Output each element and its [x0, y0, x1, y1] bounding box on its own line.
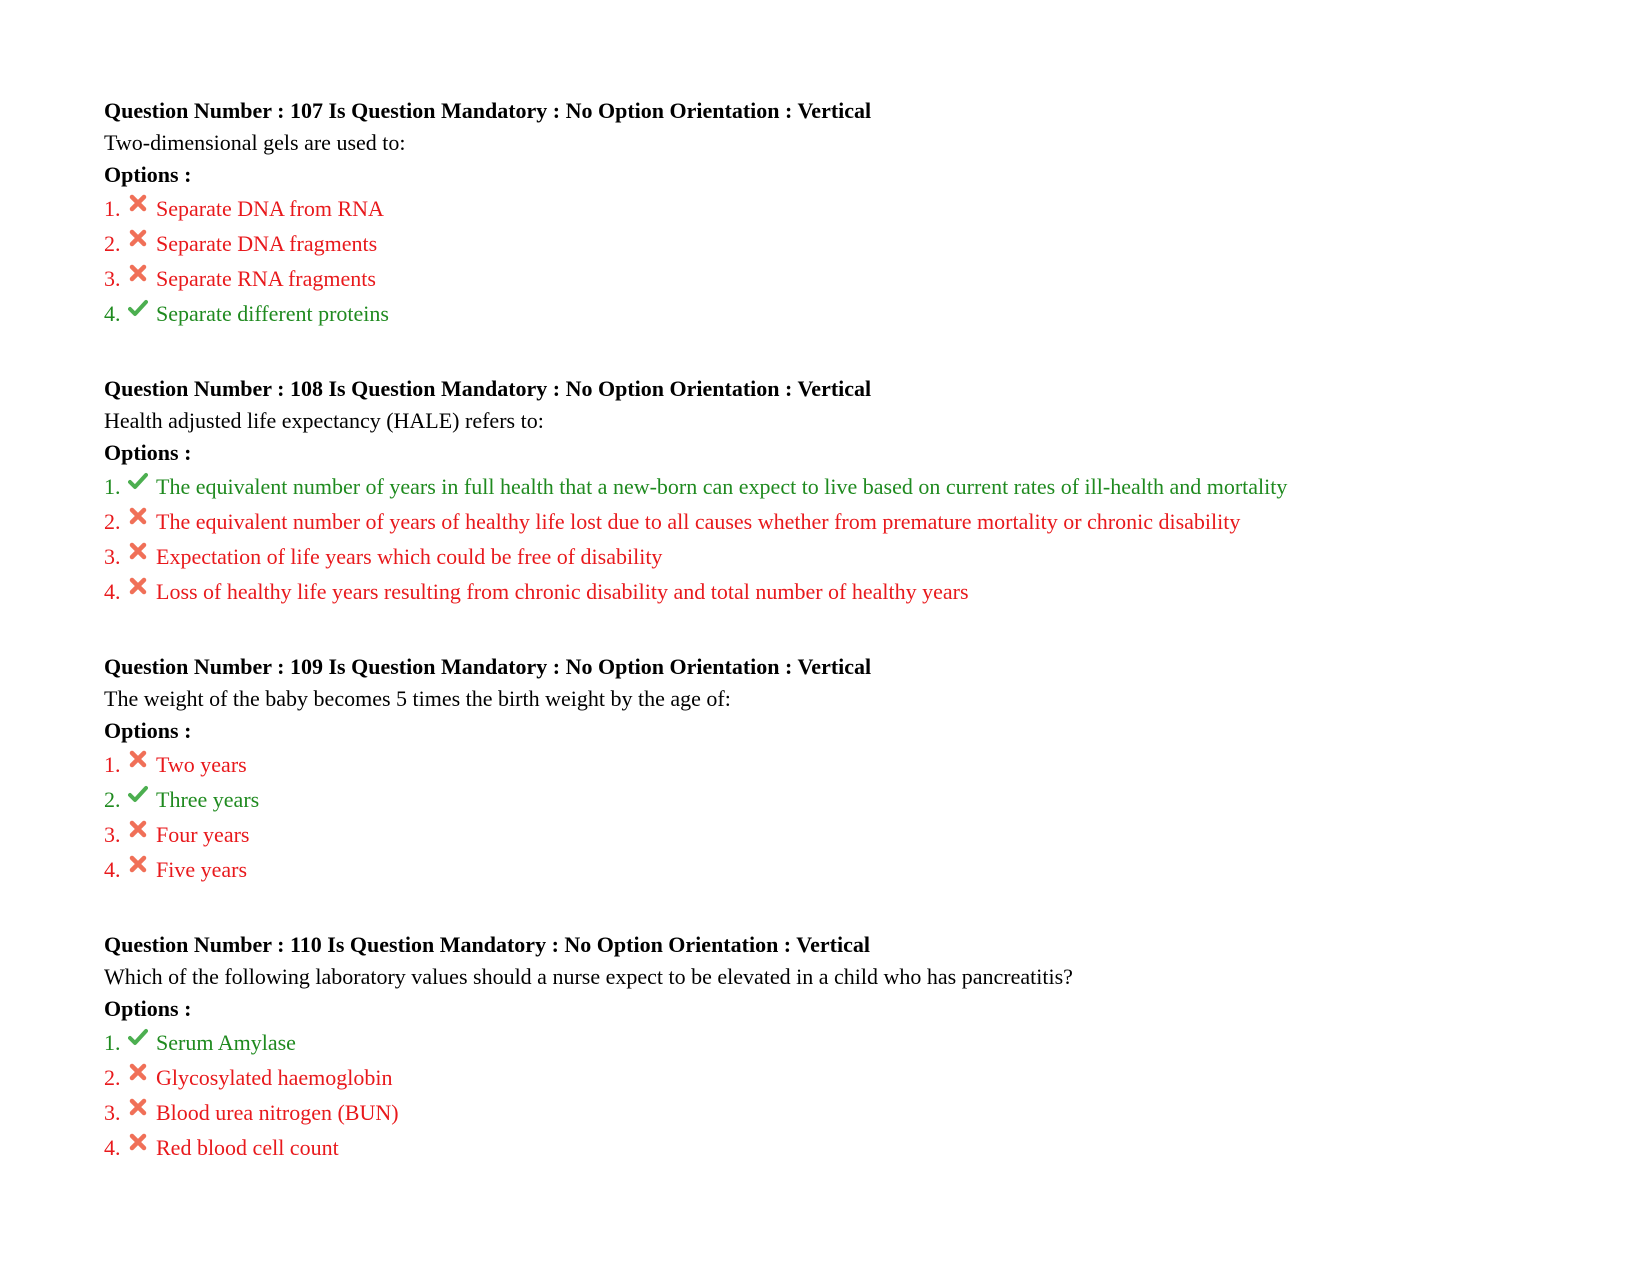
option-number: 1. [104, 752, 121, 777]
option-text: Serum Amylase [156, 1030, 296, 1055]
cross-icon [128, 576, 148, 596]
question-block [104, 651, 1604, 887]
cross-icon [128, 263, 148, 283]
option-item [104, 1130, 1604, 1165]
cross-icon [128, 749, 148, 769]
option-number: 2. [104, 509, 121, 534]
option-item [104, 782, 1604, 817]
options-list [104, 1025, 1604, 1165]
option-item [104, 1025, 1604, 1060]
option-text: Four years [156, 822, 250, 847]
option-item [104, 747, 1604, 782]
question-header: Question Number : 110 Is Question Mandatory : No Option Orientation : Vertical [104, 932, 870, 957]
question-block [104, 95, 1604, 331]
option-item [104, 504, 1604, 539]
option-text: Expectation of life years which could be free of disability [156, 544, 663, 569]
check-icon [128, 471, 148, 491]
question-header: Question Number : 109 Is Question Mandatory : No Option Orientation : Vertical [104, 654, 872, 679]
option-number: 1. [104, 474, 121, 499]
options-list [104, 469, 1604, 609]
option-number: 3. [104, 1100, 121, 1125]
option-item [104, 817, 1604, 852]
options-list [104, 191, 1604, 331]
option-text: Separate DNA fragments [156, 231, 378, 256]
check-icon [128, 784, 148, 804]
option-item [104, 191, 1604, 226]
option-text: Five years [156, 857, 248, 882]
option-number: 3. [104, 822, 121, 847]
cross-icon [128, 1132, 148, 1152]
question-text: Two-dimensional gels are used to: [104, 130, 406, 155]
cross-icon [128, 854, 148, 874]
option-text: Separate different proteins [156, 301, 389, 326]
option-number: 1. [104, 1030, 121, 1055]
option-text: The equivalent number of years of healthy life lost due to all causes whether from premature mortality or chronic disability [156, 509, 1241, 534]
options-list [104, 747, 1604, 887]
options-label: Options : [104, 440, 192, 465]
check-icon [128, 1027, 148, 1047]
cross-icon [128, 1062, 148, 1082]
question-text: Which of the following laboratory values should a nurse expect to be elevated in a child who has pancreatitis? [104, 964, 1073, 989]
cross-icon [128, 819, 148, 839]
options-label: Options : [104, 718, 192, 743]
check-icon [128, 298, 148, 318]
option-item [104, 852, 1604, 887]
cross-icon [128, 1097, 148, 1117]
question-header: Question Number : 108 Is Question Mandatory : No Option Orientation : Vertical [104, 376, 872, 401]
option-number: 4. [104, 1135, 121, 1160]
option-text: Loss of healthy life years resulting from chronic disability and total number of healthy years [156, 579, 969, 604]
option-item [104, 1060, 1604, 1095]
options-label: Options : [104, 996, 192, 1021]
option-text: Separate DNA from RNA [156, 196, 384, 221]
option-item [104, 469, 1604, 504]
option-text: Three years [156, 787, 260, 812]
option-text: Separate RNA fragments [156, 266, 376, 291]
option-item [104, 1095, 1604, 1130]
question-block [104, 929, 1604, 1165]
option-text: Glycosylated haemoglobin [156, 1065, 393, 1090]
option-number: 4. [104, 579, 121, 604]
option-item [104, 574, 1604, 609]
question-header: Question Number : 107 Is Question Mandatory : No Option Orientation : Vertical [104, 98, 872, 123]
option-number: 2. [104, 787, 121, 812]
question-text: The weight of the baby becomes 5 times the birth weight by the age of: [104, 686, 731, 711]
option-item [104, 261, 1604, 296]
option-text: Blood urea nitrogen (BUN) [156, 1100, 399, 1125]
option-number: 4. [104, 301, 121, 326]
option-item [104, 296, 1604, 331]
option-number: 2. [104, 231, 121, 256]
option-number: 3. [104, 266, 121, 291]
option-number: 3. [104, 544, 121, 569]
cross-icon [128, 193, 148, 213]
cross-icon [128, 228, 148, 248]
option-text: The equivalent number of years in full health that a new-born can expect to live based on current rates of ill-health and mortality [156, 474, 1288, 499]
option-number: 2. [104, 1065, 121, 1090]
cross-icon [128, 541, 148, 561]
options-label: Options : [104, 162, 192, 187]
question-text: Health adjusted life expectancy (HALE) refers to: [104, 408, 544, 433]
option-number: 1. [104, 196, 121, 221]
option-item [104, 226, 1604, 261]
question-block [104, 373, 1604, 609]
question-paper [104, 95, 1604, 1207]
option-item [104, 539, 1604, 574]
option-text: Two years [156, 752, 247, 777]
option-text: Red blood cell count [156, 1135, 339, 1160]
option-number: 4. [104, 857, 121, 882]
cross-icon [128, 506, 148, 526]
